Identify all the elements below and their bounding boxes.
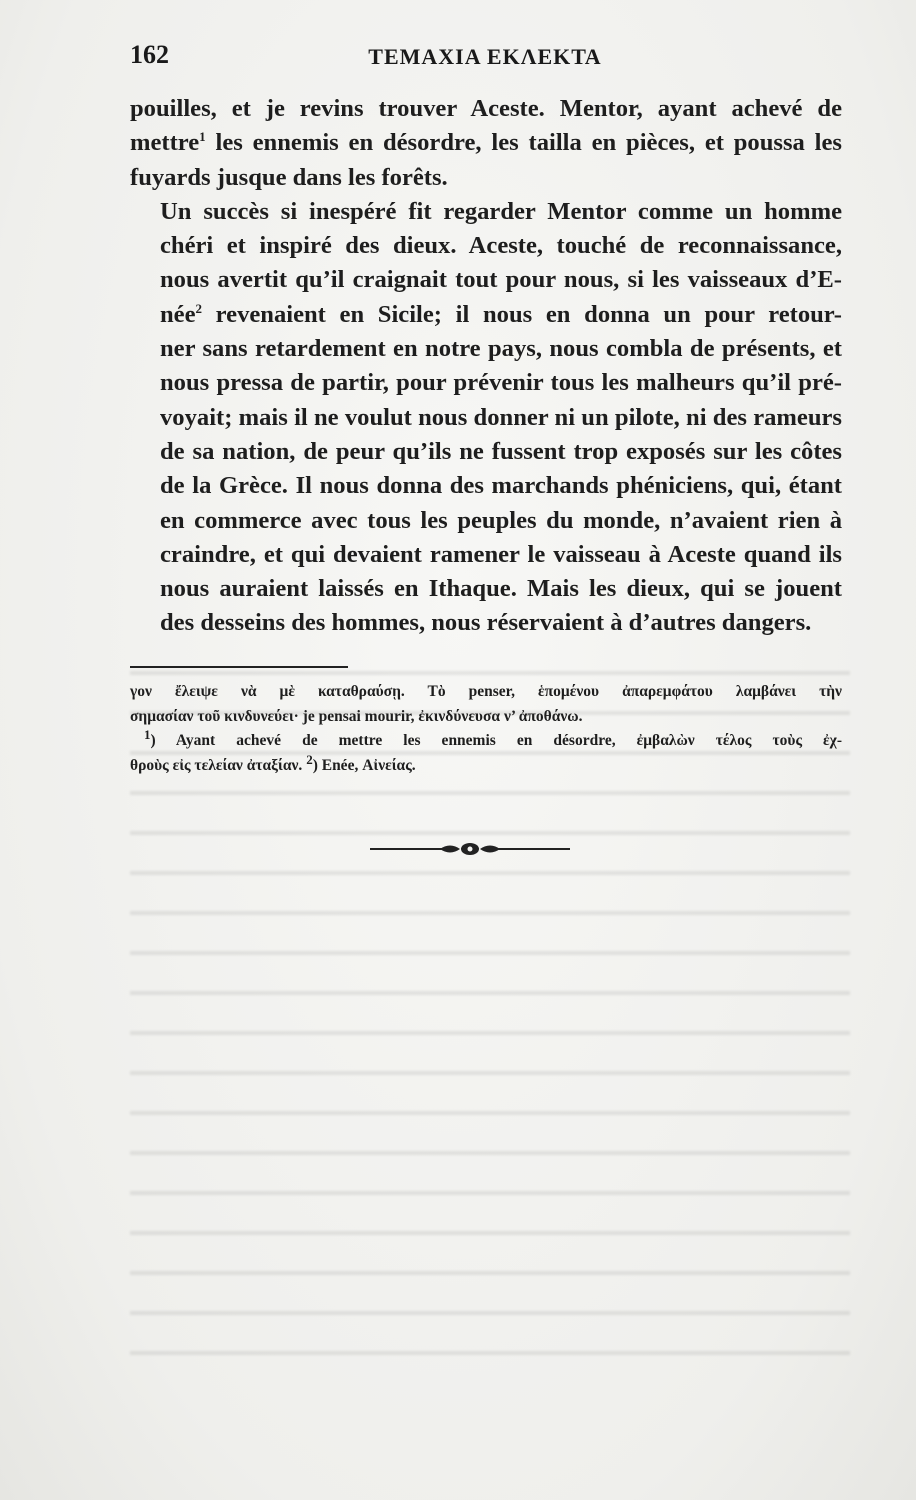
text-line: chéri et inspiré des dieux. Aceste, touché de reconnaissance, — [160, 232, 842, 260]
page-number: 162 — [130, 40, 169, 69]
paragraph-1 — [130, 92, 842, 195]
text-line: Un succès si inespéré fit regarder Mentor comme un homme — [160, 197, 842, 225]
line-rest: revenaient en Sicile; il nous en donna un pour retour- — [202, 300, 842, 328]
ornament-divider — [370, 838, 570, 860]
text-line: des desseins des hommes, nous réservaient à d’autres dangers. — [160, 609, 812, 637]
text-line: craindre, et qui devaient ramener le vaisseau à Aceste quand ils — [160, 540, 842, 568]
text-line: nous auraient laissés en Ithaque. Mais les dieux, qui se jouent — [160, 575, 842, 603]
text-line: ner sans retardement en notre pays, nous combla de présents, et — [160, 335, 842, 363]
text-line: nous pressa de partir, pour prévenir tous les malheurs qu’il pré- — [160, 369, 842, 397]
text-line: de sa nation, de peur qu’ils ne fussent trop exposés sur les côtes — [160, 437, 842, 465]
text-line: nous avertit qu’il craignait tout pour nous, si les vaisseaux d’E- — [160, 266, 842, 294]
footnote-line: γον ἔλειψε νὰ μὲ καταθραύσῃ. Τὸ penser, ἑπομένου ἀπαρεμφάτου λαμβάνει τὴν — [130, 683, 842, 700]
line-prefix: née — [160, 300, 196, 328]
paragraph-2 — [130, 195, 842, 641]
footnotes — [130, 680, 842, 778]
text-line — [130, 298, 842, 332]
footnote-line — [130, 751, 842, 779]
text-line: fuyards jusque dans les forêts. — [130, 163, 448, 191]
footnote-rule — [130, 666, 348, 668]
text-line: de la Grèce. Il nous donna des marchands phéniciens, qui, étant — [160, 472, 842, 500]
footnote-text: ) Enée, Αἰνείας. — [312, 756, 416, 774]
text-line: en commerce avec tous les peuples du monde, n’avaient rien à — [160, 506, 842, 534]
running-head — [130, 40, 840, 72]
footnote-marker: 2 — [306, 751, 313, 767]
footnote-text: θροὺς εἰς τελείαν ἀταξίαν. — [130, 756, 307, 774]
footnote-line: σημασίαν τοῦ κινδυνεύει· je pensai mourir, ἐκινδύνευσα ν’ ἀποθάνω. — [130, 707, 583, 725]
footnote-line — [130, 726, 842, 754]
line-prefix: mettre — [130, 129, 200, 157]
running-title: ΤΕΜΑΧΙΑ ΕΚΛΕΚΤΑ — [368, 44, 602, 69]
text-line: pouilles, et je revins trouver Aceste. Mentor, ayant achevé de — [130, 95, 842, 122]
line-rest: les ennemis en désordre, les tailla en pièces, et poussa les — [215, 129, 842, 157]
footnote-marker: 2 — [195, 300, 203, 316]
footnote-marker: 1 — [144, 726, 151, 742]
footnote-marker: 1 — [199, 129, 206, 145]
text-line: voyait; mais il ne voulut nous donner ni un pilote, ni des rameurs — [160, 403, 842, 431]
footnote-text: ) Ayant achevé de mettre les ennemis en désordre, ἐμβαλὼν τέλος τοὺς ἐχ- — [150, 732, 842, 749]
main-text — [130, 92, 842, 641]
text-line — [130, 126, 842, 160]
